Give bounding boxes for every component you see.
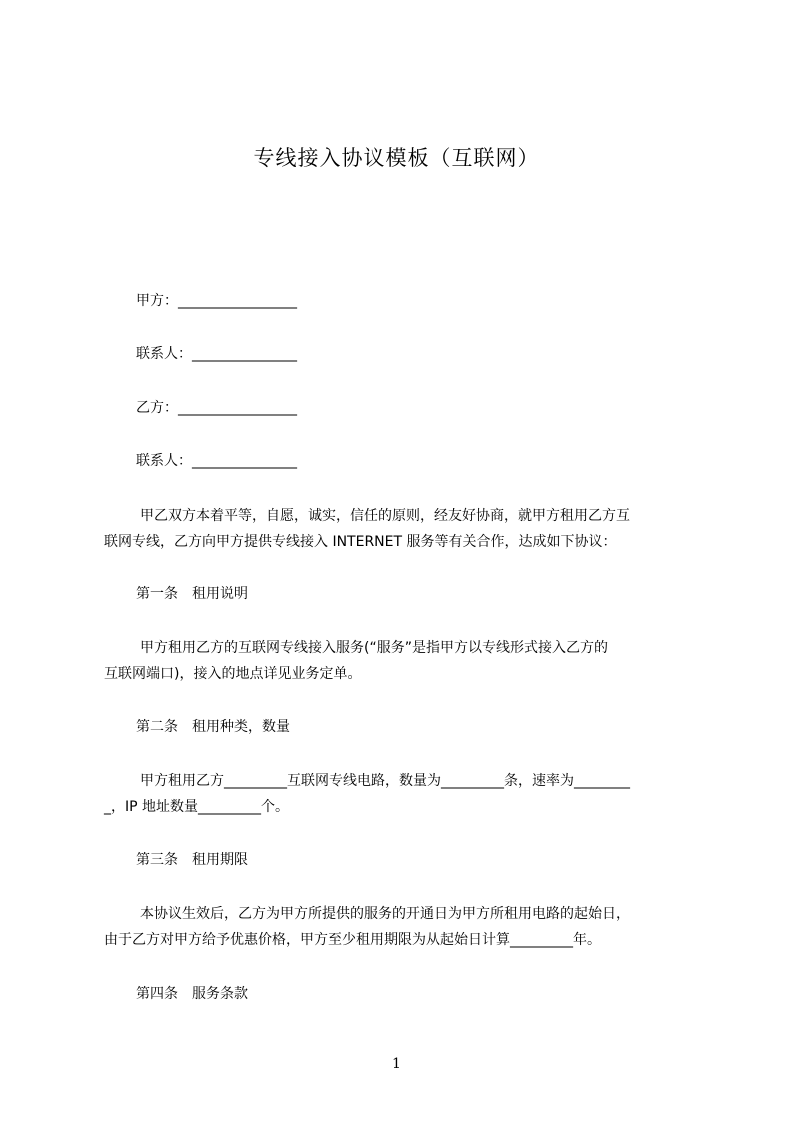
party-a-field: 甲方：_________________ — [136, 293, 297, 309]
page-number: 1 — [392, 1056, 401, 1072]
article-1-paragraph-line-2: 互联网端口)，接入的地点详见业务定单。 — [104, 666, 362, 682]
article-1-heading: 第一条 租用说明 — [136, 586, 248, 602]
contact-a-field: 联系人：_______________ — [136, 346, 297, 362]
intro-paragraph-line-1: 甲乙双方本着平等，自愿，诚实，信任的原则，经友好协商，就甲方租用乙方互 — [140, 508, 630, 524]
contact-b-field: 联系人：_______________ — [136, 453, 297, 469]
article-3-paragraph-line-2: 由于乙方对甲方给予优惠价格，甲方至少租用期限为从起始日计算_________年。 — [104, 932, 601, 948]
article-2-heading: 第二条 租用种类，数量 — [136, 719, 290, 735]
article-3-heading: 第三条 租用期限 — [136, 852, 248, 868]
intro-paragraph-line-2: 联网专线，乙方向甲方提供专线接入 INTERNET 服务等有关合作，达成如下协议： — [104, 534, 617, 550]
document-title: 专线接入协议模板（互联网） — [253, 146, 540, 170]
article-1-paragraph-line-1: 甲方租用乙方的互联网专线接入服务(“服务”是指甲方以专线形式接入乙方的 — [140, 640, 608, 656]
party-b-field: 乙方：_________________ — [136, 400, 297, 416]
article-2-paragraph-line-2: _，IP 地址数量_________个。 — [104, 799, 290, 815]
article-4-heading: 第四条 服务条款 — [136, 986, 248, 1002]
article-3-paragraph-line-1: 本协议生效后，乙方为甲方所提供的服务的开通日为甲方所租用电路的起始日， — [140, 906, 630, 922]
article-2-paragraph-line-1: 甲方租用乙方_________互联网专线电路，数量为_________条，速率为________ — [140, 773, 630, 789]
